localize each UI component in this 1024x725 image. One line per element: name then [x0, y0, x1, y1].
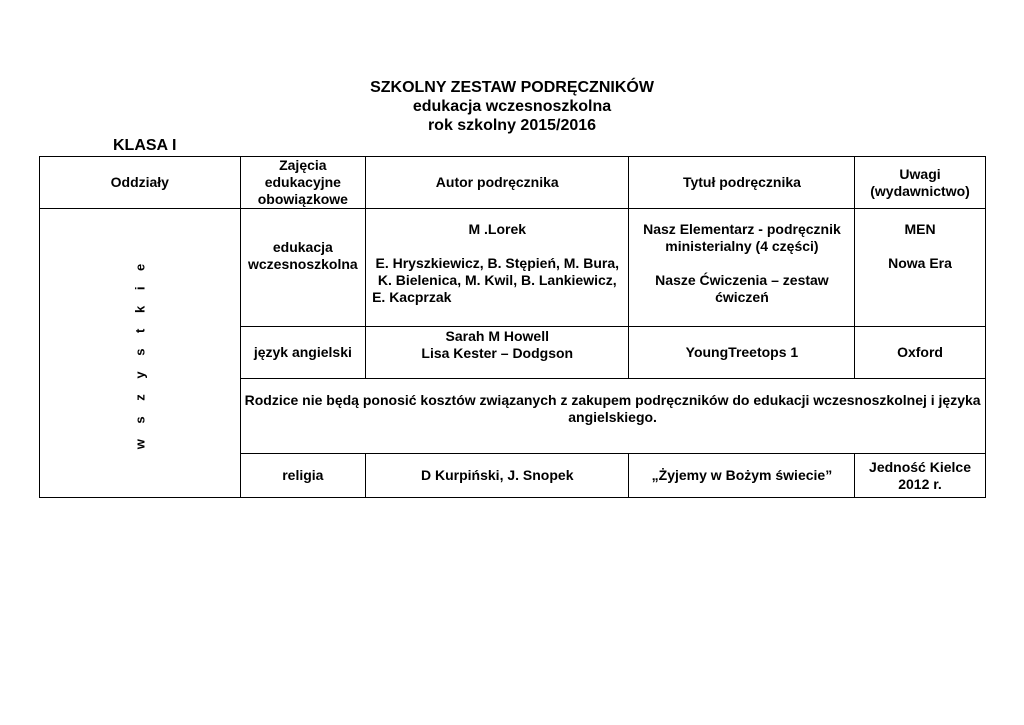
- early-publisher-cell: [855, 209, 985, 327]
- early-publisher-line-2: Nowa Era: [888, 255, 952, 271]
- header-divisions: Oddziały: [40, 157, 241, 209]
- note-line-2: angielskiego.: [568, 409, 657, 425]
- title-line-2: edukacja wczesnoszkolna: [412, 98, 612, 115]
- english-subject-cell: język angielski: [240, 327, 365, 379]
- table-header-row: [40, 157, 986, 209]
- header-subject: [240, 157, 365, 209]
- early-author-line-1: M .Lorek: [468, 221, 527, 237]
- early-author-line-2: E. Hryszkiewicz, B. Stępień, M. Bura,: [375, 255, 620, 271]
- header-title: Tytuł podręcznika: [629, 157, 855, 209]
- title-line-3: rok szkolny 2015/2016: [427, 117, 597, 134]
- early-title-cell: [629, 209, 855, 327]
- early-title-line-2: ministerialny (4 części): [665, 238, 819, 254]
- division-label: w s z y s t k i e: [132, 257, 148, 449]
- early-title-line-4: ćwiczeń: [715, 289, 769, 305]
- early-author-line-4: E. Kacprzak: [372, 289, 452, 305]
- table-row-early-education: [40, 209, 986, 327]
- english-author-cell: [366, 327, 629, 379]
- early-author-line-3: K. Bielenica, M. Kwil, B. Lankiewicz,: [377, 272, 617, 288]
- english-author-line-2: Lisa Kester – Dodgson: [421, 344, 574, 361]
- early-subject-cell: [240, 209, 365, 327]
- religion-title-cell: „Żyjemy w Bożym świecie”: [629, 454, 855, 498]
- early-author-cell: [366, 209, 629, 327]
- textbook-table: [39, 156, 986, 498]
- header-publisher: Uwagi (wydawnictwo): [855, 157, 985, 209]
- religion-subject-cell: religia: [240, 454, 365, 498]
- early-publisher-line-1: MEN: [904, 221, 936, 237]
- note-line-1: Rodzice nie będą ponosić kosztów związanych z zakupem podręczników do edukacji wczesnoszkolnej i języka: [244, 392, 981, 408]
- religion-publisher-cell: Jedność Kielce 2012 r.: [855, 454, 985, 498]
- document-title: [0, 78, 1024, 135]
- early-title-line-1: Nasz Elementarz - podręcznik: [643, 221, 841, 237]
- early-subject-line-1: edukacja: [272, 238, 333, 255]
- header-subject-line-1: Zajęcia: [279, 157, 327, 173]
- english-publisher-cell: Oxford: [855, 327, 985, 379]
- header-subject-line-2: edukacyjne: [264, 174, 341, 190]
- english-author-line-1: Sarah M Howell: [445, 327, 549, 344]
- header-subject-line-3: obowiązkowe: [257, 191, 348, 207]
- header-author: Autor podręcznika: [366, 157, 629, 209]
- religion-author-cell: D Kurpiński, J. Snopek: [366, 454, 629, 498]
- title-line-1: SZKOLNY ZESTAW PODRĘCZNIKÓW: [370, 79, 654, 96]
- english-title-cell: YoungTreetops 1: [629, 327, 855, 379]
- division-cell: [40, 209, 241, 498]
- class-label: KLASA I: [113, 137, 177, 154]
- early-title-line-3: Nasze Ćwiczenia – zestaw: [655, 272, 829, 288]
- note-cell: [240, 379, 985, 454]
- early-subject-line-2: wczesnoszkolna: [247, 255, 358, 272]
